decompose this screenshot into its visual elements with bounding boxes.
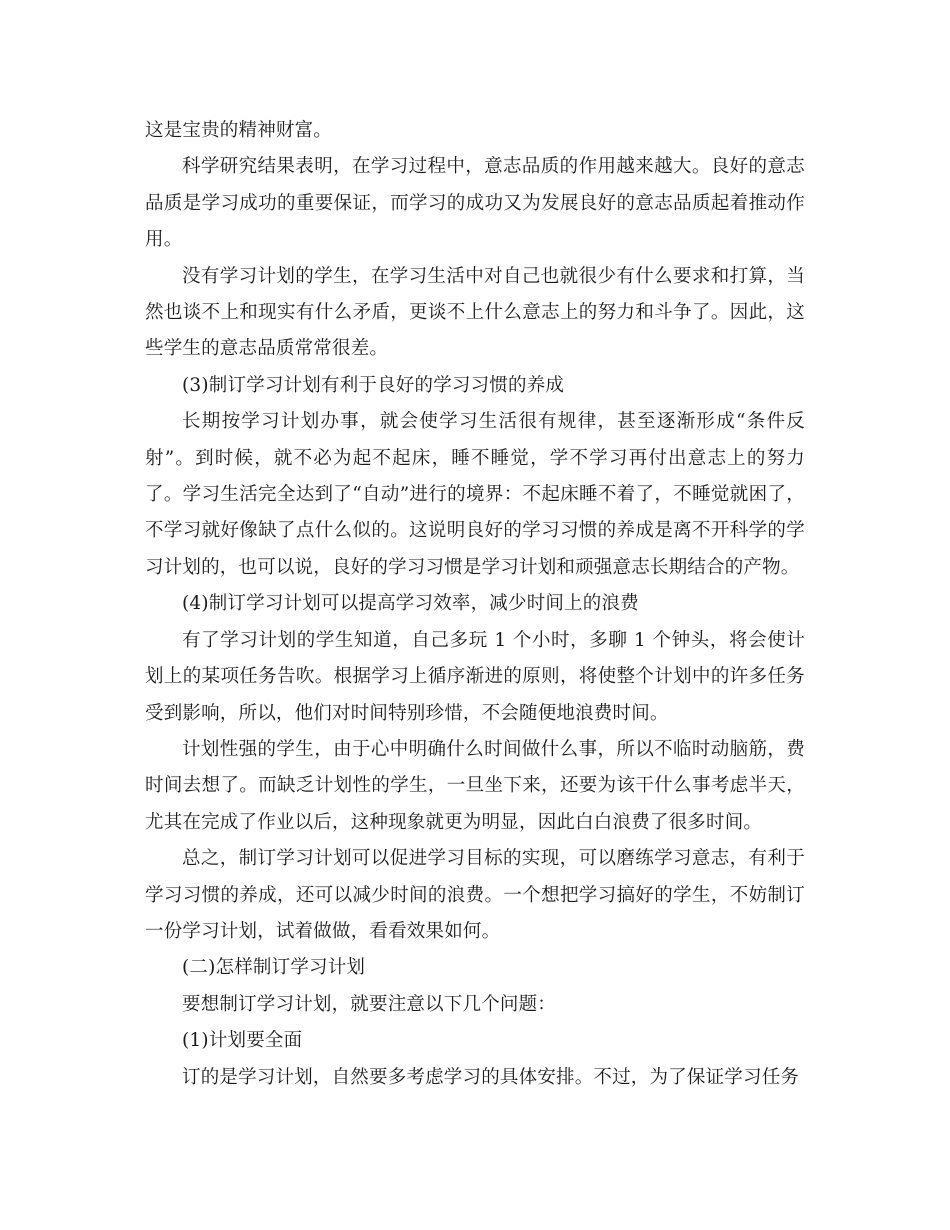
paragraph: 要想制订学习计划，就要注意以下几个问题： [182,993,557,1015]
section-heading: (4)制订学习计划可以提高学习效率，减少时间上的浪费 [182,593,639,615]
paragraph-continuation: 这是宝贵的精神财富。 [145,120,333,141]
section-heading: (3)制订学习计划有利于良好的学习习惯的养成 [182,374,565,396]
section-heading: (1)计划要全面 [182,1030,303,1052]
paragraph: 计划性强的学生，由于心中明确什么时间做什么事，所以不临时动脑筋，费时间去想了。而缺乏计划性的学生，一旦坐下来，还要为该干什么事考虑半天，尤其在完成了作业以后，这种现象就更为明显，因此白白浪费了很多时间。 [145,738,805,833]
paragraph: 没有学习计划的学生，在学习生活中对自己也就很少有什么要求和打算，当然也谈不上和现实有什么矛盾，更谈不上什么意志上的努力和斗争了。因此，这些学生的意志品质常常很差。 [145,265,805,360]
section-heading: (二)怎样制订学习计划 [182,957,366,979]
paragraph: 长期按学习计划办事，就会使学习生活很有规律，甚至逐渐形成“条件反射”。到时候，就不必为起不起床，睡不睡觉，学不学习再付出意志上的努力了。学习生活完全达到了“自动”进行的境界：不起床睡不着了，不睡觉就困了，不学习就好像缺了点什么似的。这说明良好的学习习惯的养成是离不开科学的学习计划的，也可以说，良好的学习习惯是学习计划和顽强意志长期结合的产物。 [145,411,805,578]
paragraph: 订的是学习计划，自然要多考虑学习的具体安排。不过，为了保证学习任务 [182,1066,800,1088]
paragraph: 科学研究结果表明，在学习过程中，意志品质的作用越来越大。良好的意志品质是学习成功的重要保证，而学习的成功又为发展良好的意志品质起着推动作用。 [145,156,805,251]
document-body [145,113,805,1096]
paragraph: 总之，制订学习计划可以促进学习目标的实现，可以磨练学习意志，有利于学习习惯的养成，还可以减少时间的浪费。一个想把学习搞好的学生，不妨制订一份学习计划，试着做做，看看效果如何。 [145,848,805,942]
paragraph: 有了学习计划的学生知道，自己多玩 1 个小时，多聊 1 个钟头，将会使计划上的某项任务告吹。根据学习上循序渐进的原则，将使整个计划中的许多任务受到影响，所以，他们对时间特别珍惜，不会随便地浪费时间。 [145,629,805,724]
